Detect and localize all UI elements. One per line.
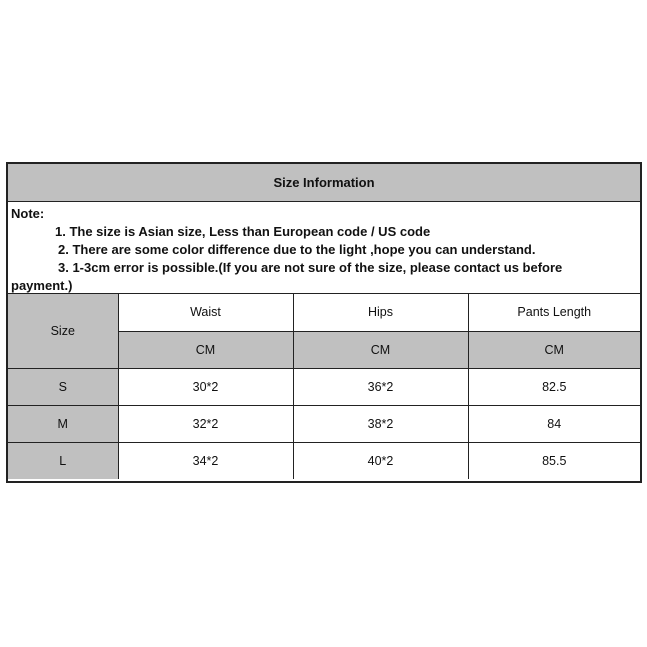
notes-block [8, 202, 640, 294]
size-table [8, 294, 640, 479]
column-header-hips: Hips [293, 294, 468, 331]
column-header-waist: Waist [118, 294, 293, 331]
column-header-pants-length: Pants Length [468, 294, 640, 331]
pants-length-cell: 82.5 [468, 368, 640, 405]
unit-cell-hips: CM [293, 331, 468, 368]
size-cell: S [8, 368, 118, 405]
table-row [8, 442, 640, 479]
size-cell: M [8, 405, 118, 442]
pants-length-cell: 84 [468, 405, 640, 442]
size-chart [6, 162, 642, 483]
note-line-2: 2. There are some color difference due to the light ,hope you can understand. [58, 242, 536, 257]
note-line-3: 3. 1-3cm error is possible.(If you are not sure of the size, please contact us before [58, 260, 563, 275]
waist-cell: 32*2 [118, 405, 293, 442]
waist-cell: 30*2 [118, 368, 293, 405]
notes-heading: Note: [11, 206, 45, 221]
waist-cell: 34*2 [118, 442, 293, 479]
hips-cell: 38*2 [293, 405, 468, 442]
unit-cell-pants-length: CM [468, 331, 640, 368]
size-header-cell: Size [8, 294, 118, 368]
note-line-3-cont: payment.) [11, 278, 73, 293]
size-cell: L [8, 442, 118, 479]
hips-cell: 40*2 [293, 442, 468, 479]
table-row [8, 405, 640, 442]
table-row [8, 368, 640, 405]
pants-length-cell: 85.5 [468, 442, 640, 479]
unit-cell-waist: CM [118, 331, 293, 368]
hips-cell: 36*2 [293, 368, 468, 405]
table-header-row [8, 294, 640, 331]
note-line-1: 1. The size is Asian size, Less than European code / US code [55, 224, 431, 239]
chart-title: Size Information [8, 164, 640, 202]
